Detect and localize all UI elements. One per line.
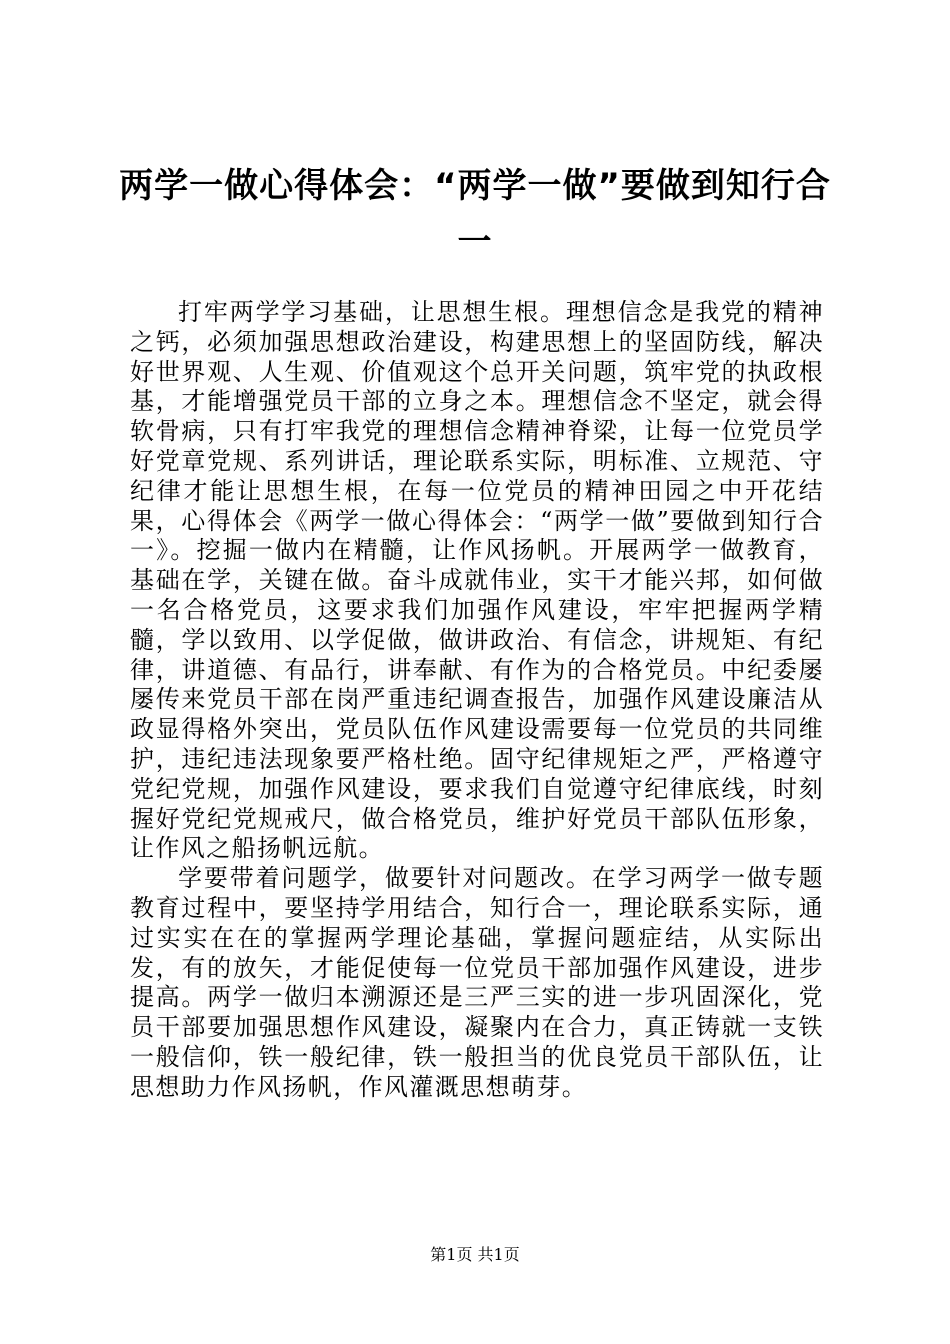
paragraph-1: 打牢两学学习基础，让思想生根。理想信念是我党的精神之钙，必须加强思想政治建设，构建思想上的坚固防线，解决好世界观、人生观、价值观这个总开关问题，筑牢党的执政根基，才能增强党员干部的立身之本。理想信念不坚定，就会得软骨病，只有打牢我党的理想信念精神脊梁，让每一位党员学好党章党规、系列讲话，理论联系实际，明标准、立规范、守纪律才能让思想生根，在每一位党员的精神田园之中开花结果，心得体会《两学一做心得体会：“两学一做”要做到知行合一》。挖掘一做内在精髓，让作风扬帆。开展两学一做教育，基础在学，关键在做。奋斗成就伟业，实干才能兴邦，如何做一名合格党员，这要求我们加强作风建设，牢牢把握两学精髓，学以致用、以学促做，做讲政治、有信念，讲规矩、有纪律，讲道德、有品行，讲奉献、有作为的合格党员。中纪委屡屡传来党员干部在岗严重违纪调查报告，加强作风建设廉洁从政显得格外突出，党员队伍作风建设需要每一位党员的共同维护，违纪违法现象要严格杜绝。固守纪律规矩之严，严格遵守党纪党规，加强作风建设，要求我们自觉遵守纪律底线，时刻握好党纪党规戒尺，做合格党员，维护好党员干部队伍形象，让作风之船扬帆远航。 — [130, 298, 824, 863]
paragraph-2: 学要带着问题学，做要针对问题改。在学习两学一做专题教育过程中，要坚持学用结合，知行合一，理论联系实际，通过实实在在的掌握两学理论基础，掌握问题症结，从实际出发，有的放矢，才能促使每一位党员干部加强作风建设，进步提高。两学一做归本溯源还是三严三实的进一步巩固深化，党员干部要加强思想作风建设，凝聚内在合力，真正铸就一支铁一般信仰，铁一般纪律，铁一般担当的优良党员干部队伍，让思想助力作风扬帆，作风灌溉思想萌芽。 — [130, 864, 824, 1101]
document-title: 两学一做心得体会：“两学一做”要做到知行合一 — [119, 166, 831, 262]
page-footer: 第1页 共1页 — [430, 1245, 520, 1264]
document-body — [130, 298, 824, 1103]
